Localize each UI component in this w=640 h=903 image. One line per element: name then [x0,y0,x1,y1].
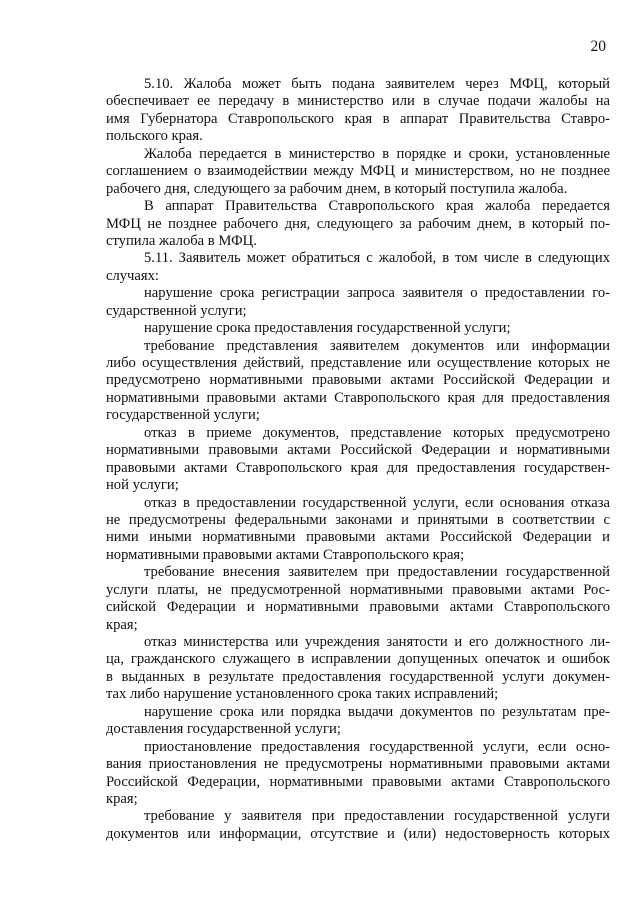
text-line: нормативными правовыми актами Ставропольского края; [106,546,465,563]
text-line: польского края. [106,128,203,145]
text-line: отказ министерства или учреждения занятости и его должностного ли- [144,634,610,650]
text-line: документов или информации, отсутствие и (или) недостоверность которых [106,825,610,842]
document-body [106,76,610,843]
text-line: нарушение срока предоставления государственной услуги; [144,320,511,337]
text-line: требование внесения заявителем при предоставлении государственной [144,564,610,581]
text-line: ними иными нормативными правовыми актами Российской Федерации и [106,529,610,546]
text-line: сударственной услуги; [106,302,247,319]
text-line: отказ в приеме документов, представление которых предусмотрено [144,424,610,441]
text-line: рабочего дня, следующего за рабочим днем, в который поступила жалоба. [106,180,568,197]
text-line: Жалоба передается в министерство в порядке и сроки, установленные [144,145,610,162]
text-line: тах либо нарушение установленного срока таких исправлений; [106,686,499,703]
text-line: нормативными правовыми актами Российской Федерации и нормативными [106,442,610,459]
text-line: В аппарат Правительства Ставропольского края жалоба передается [144,198,610,215]
text-line: имя Губернатора Ставропольского края в аппарат Правительства Ставро- [106,110,610,127]
text-line: ступила жалоба в МФЦ. [106,232,257,249]
text-line: ной услуги; [106,477,179,494]
text-line: сийской Федерации и нормативными правовыми актами Ставропольского [106,599,610,616]
text-line: Российской Федерации, нормативными правовыми актами Ставропольского [106,773,610,790]
text-line: требование у заявителя при предоставлении государственной услуги [144,808,610,825]
text-line: нарушение срока регистрации запроса заявителя о предоставлении го- [144,285,610,302]
text-line: отказ в предоставлении государственной услуги, если основания отказа [144,494,610,511]
text-line: приостановление предоставления государственной услуги, если осно- [144,738,610,755]
text-line: нарушение срока или порядка выдачи документов по результатам пре- [144,703,610,720]
text-line: ца, гражданского служащего в исправлении допущенных опечаток и ошибок [106,651,610,668]
page-number: 20 [590,38,606,55]
text-line: края; [106,616,138,633]
text-line: требование представления заявителем документов или информации [144,337,610,354]
text-line: услуги платы, не предусмотренной нормативными правовыми актами Рос- [106,581,610,598]
text-line: края; [106,790,138,807]
text-line: вания приостановления не предусмотрены нормативными правовыми актами [106,756,610,773]
text-line: случаях: [106,267,159,284]
text-line: 5.11. Заявитель может обратиться с жалобой, в том числе в следующих [144,250,610,267]
text-line: нормативными правовыми актами Ставропольского края для предоставления [106,389,610,406]
text-line: в выданных в результате предоставления государственной услуги докумен- [106,668,610,685]
text-line: правовыми актами Ставропольского края для предоставления государствен- [106,459,610,476]
text-line: обеспечивает ее передачу в министерство или в случае подачи жалобы на [106,93,610,110]
text-line: МФЦ не позднее рабочего дня, следующего за рабочим днем, в который по- [106,215,610,232]
text-line: предусмотрено нормативными правовыми актами Российской Федерации и [106,372,610,389]
text-line: либо осуществления действий, представление или осуществление которых не [106,355,610,371]
text-line: соглашением о взаимодействии между МФЦ и министерством, но не позднее [106,163,610,180]
text-line: не предусмотрены федеральными законами и принятыми в соответствии с [106,511,610,528]
text-line: доставления государственной услуги; [106,721,341,738]
text-line: государственной услуги; [106,407,260,424]
text-line: 5.10. Жалоба может быть подана заявителем через МФЦ, который [144,76,610,92]
